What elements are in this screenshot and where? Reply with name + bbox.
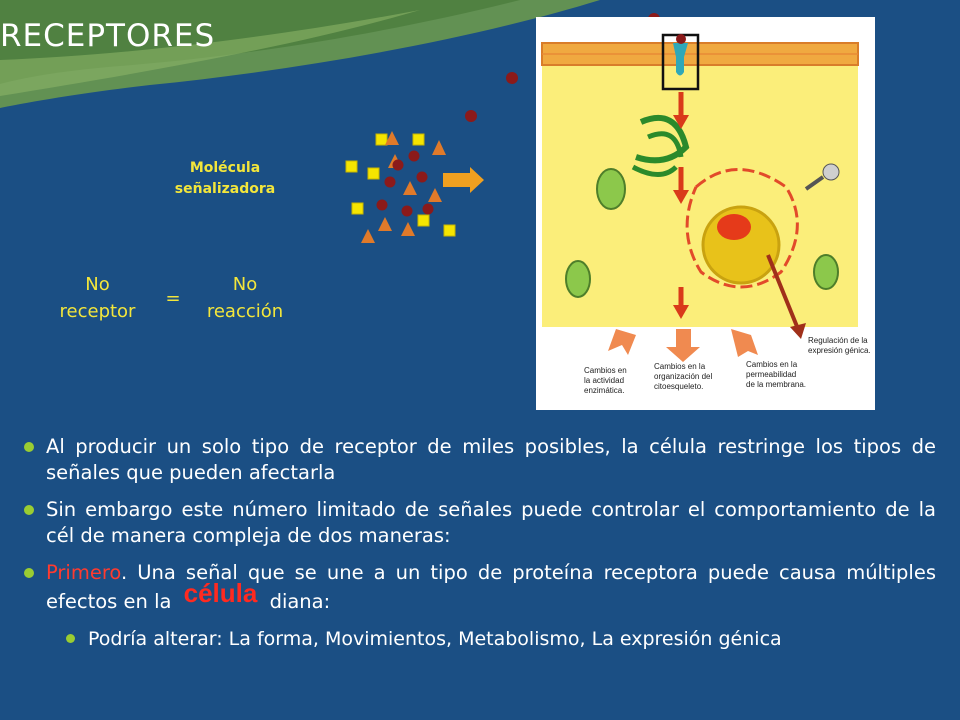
bullet-text: . Una señal que se une a un tipo de proteína receptora puede causa múltiples efectos en la — [46, 561, 936, 613]
bullet-dot-icon — [24, 568, 34, 578]
red-dot-molecule — [417, 172, 428, 183]
mitochondrion — [597, 169, 625, 209]
mitochondrion — [566, 261, 590, 297]
bullet-item — [18, 497, 936, 549]
bullet-text: Al producir un solo tipo de receptor de miles posibles, la célula restringe los tipos de señales que pueden afectarla — [46, 435, 936, 484]
caption-gene-expression: Regulación de la expresión génica. — [808, 336, 871, 355]
orange-triangle-molecule — [401, 222, 415, 236]
signal-molecules-cluster — [340, 125, 490, 250]
orange-triangle-molecule — [432, 140, 446, 155]
bullet-dot-icon — [24, 505, 34, 515]
bullet-list — [18, 434, 936, 663]
bullet-item — [18, 560, 936, 615]
mitochondrion — [814, 255, 838, 289]
caption-enzymatic-activity: Cambios en la actividad enzimática. — [584, 366, 627, 395]
no-reaction-label — [190, 271, 300, 325]
effect-arrow-permeability — [731, 329, 758, 357]
bullet-highlight-primero: Primero — [46, 561, 122, 584]
signal-molecule-label — [150, 158, 300, 200]
bullet-text: diana: — [269, 590, 331, 613]
orange-triangle-molecule — [403, 181, 417, 195]
red-dot-molecule — [402, 206, 413, 217]
red-dot-molecule — [409, 151, 420, 162]
bullet-item — [18, 434, 936, 486]
caption-cytoskeleton: Cambios en la organización del citoesqueleto. — [654, 362, 713, 391]
red-dot-molecule — [385, 177, 396, 188]
no-reaction-line-2: reacción — [206, 301, 284, 322]
red-dot-molecule — [465, 110, 477, 122]
bullet-text: Sin embargo este número limitado de señales puede controlar el comportamiento de la cél de manera compleja de dos maneras: — [46, 498, 936, 547]
no-receptor-line-2: receptor — [59, 301, 136, 322]
slide-title: RECEPTORES — [0, 18, 216, 54]
bullet-text: Podría alterar: La forma, Movimientos, Metabolismo, La expresión génica — [88, 628, 782, 650]
yellow-square-molecule — [444, 225, 455, 236]
arrow-right-icon — [443, 167, 484, 193]
no-reaction-line-1: No — [232, 274, 258, 295]
caption-membrane-permeability: Cambios en la permeabilidad de la membrana. — [746, 360, 807, 389]
orange-triangle-molecule — [428, 188, 442, 202]
orange-triangle-molecule — [361, 229, 375, 243]
nucleolus — [717, 214, 751, 240]
red-dot-molecule — [423, 204, 434, 215]
sub-bullet-item — [18, 626, 936, 652]
molecule-label-line-1: Molécula — [189, 160, 261, 176]
yellow-square-molecule — [418, 215, 429, 226]
effect-arrow-enzymatic — [608, 329, 636, 355]
yellow-square-molecule — [352, 203, 363, 214]
bullet-highlight-celula: célula — [183, 578, 258, 608]
molecule-label-line-2: señalizadora — [174, 181, 276, 197]
yellow-square-molecule — [413, 134, 424, 145]
yellow-square-molecule — [368, 168, 379, 179]
no-receptor-line-1: No — [85, 274, 110, 295]
cell-diagram-figure — [536, 17, 875, 410]
red-dot-molecule — [393, 160, 404, 171]
no-receptor-label — [40, 271, 155, 325]
equals-sign: = — [165, 288, 181, 309]
red-dot-molecule — [506, 72, 518, 84]
red-dot-molecule — [377, 200, 388, 211]
yellow-square-molecule — [376, 134, 387, 145]
effect-arrow-cytoskeleton — [666, 329, 700, 362]
orange-triangle-molecule — [378, 217, 392, 231]
yellow-square-molecule — [346, 161, 357, 172]
bullet-dot-icon — [24, 442, 34, 452]
bullet-dot-icon — [66, 634, 75, 643]
cell-diagram — [536, 17, 875, 410]
